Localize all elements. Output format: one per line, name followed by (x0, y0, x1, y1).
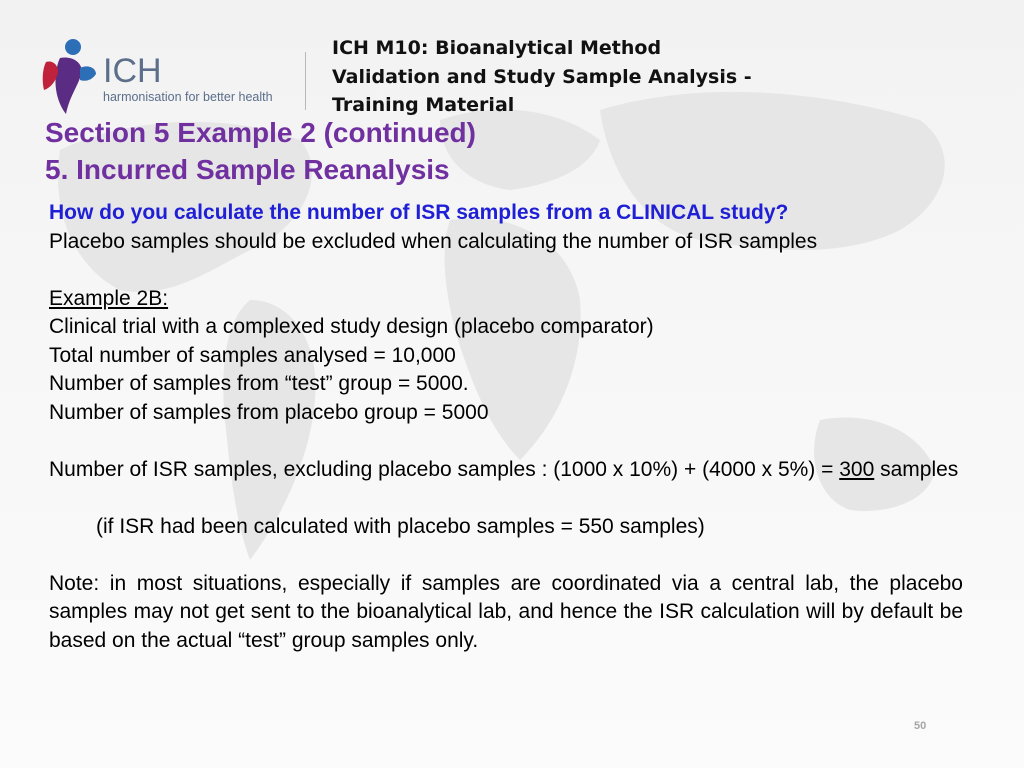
header-title-line-3: Training Material (332, 94, 515, 116)
header-title-line-1: ICH M10: Bioanalytical Method (332, 37, 662, 59)
logo-figure-icon (55, 58, 82, 115)
section-heading-line-1: Section 5 Example 2 (continued) (45, 117, 476, 148)
calculation-prefix: Number of ISR samples, excluding placebo samples : (1000 x 10%) + (4000 x 5%) = (49, 457, 840, 481)
calculation-result: 300 (839, 457, 875, 481)
logo-brand-text: ICH (103, 52, 162, 90)
logo-head-icon (65, 39, 81, 55)
note-text: Note: in most situations, especially if samples are coordinated via a central lab, the placebo samples may not get sent to the bioanalytical lab, and hence the ISR calculation will by default be based on the actual “test” group samples only. (49, 571, 963, 652)
logo-divider (305, 52, 306, 110)
example-line: Clinical trial with a complexed study design (placebo comparator) (49, 315, 654, 338)
example-label: Example 2B: (49, 286, 169, 310)
question-text: How do you calculate the number of ISR samples from a CLINICAL study? (49, 201, 789, 224)
section-heading-line-2: 5. Incurred Sample Reanalysis (45, 154, 450, 185)
intro-text: Placebo samples should be excluded when calculating the number of ISR samples (49, 229, 818, 253)
example-line: Total number of samples analysed = 10,000 (49, 343, 456, 367)
logo-tagline-text: harmonisation for better health (103, 90, 273, 104)
header-title (332, 34, 852, 120)
section-heading (45, 114, 476, 188)
calculation-suffix: samples (874, 457, 959, 481)
ich-logo (40, 38, 300, 118)
page-number: 50 (914, 720, 927, 732)
example-line: Number of samples from placebo group = 5000 (49, 400, 489, 424)
slide-body (49, 199, 963, 655)
header-title-line-2: Validation and Study Sample Analysis - (332, 65, 752, 88)
calculation-text (49, 456, 963, 485)
alternate-calculation-text: (if ISR had been calculated with placebo samples = 550 samples) (96, 514, 705, 538)
example-line: Number of samples from “test” group = 5000. (49, 372, 469, 395)
